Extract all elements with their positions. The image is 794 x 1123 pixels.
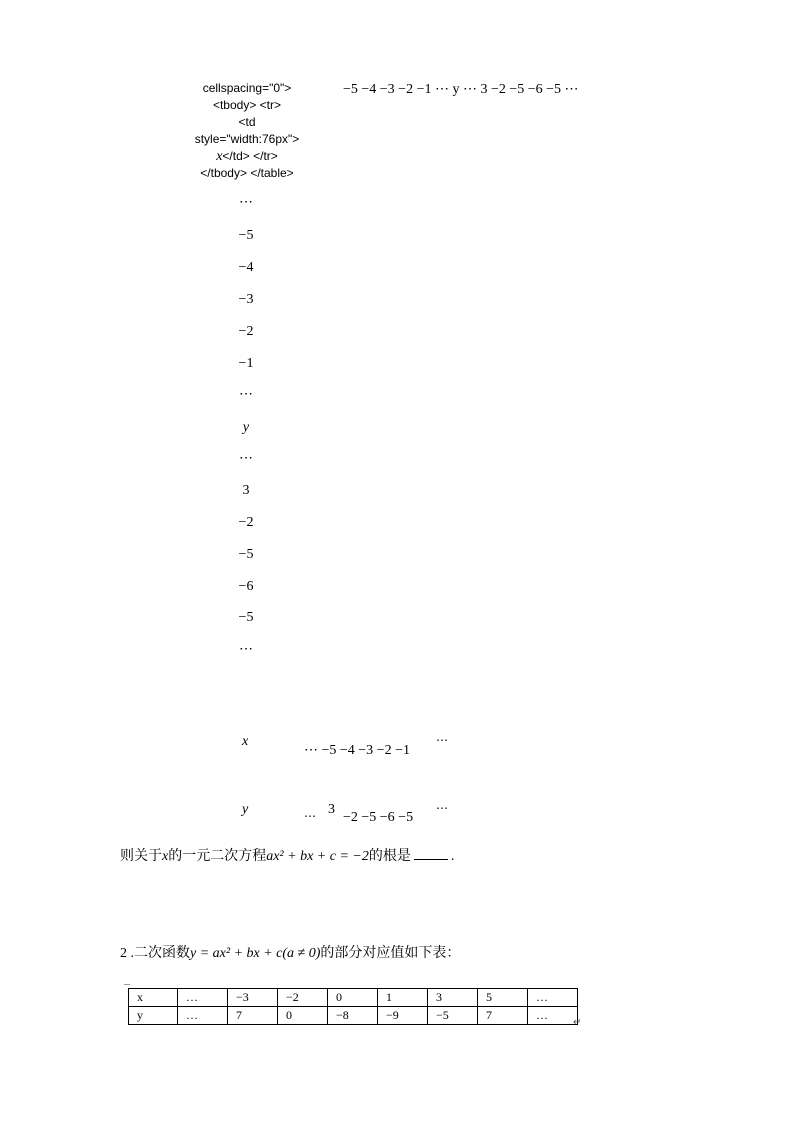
column-value: −5 bbox=[238, 547, 254, 562]
column-value: −6 bbox=[238, 579, 254, 594]
table-row-x bbox=[129, 989, 578, 1007]
table-cell: 5 bbox=[478, 989, 528, 1007]
y-row-leading-ellipsis: ⋯ bbox=[304, 809, 316, 823]
y-row-ellipsis: ⋯ bbox=[436, 801, 448, 815]
column-value: −2 bbox=[238, 515, 254, 530]
question-1-suffix: 的根是 bbox=[368, 849, 411, 864]
column-value: ⋯ bbox=[239, 451, 253, 466]
table-cell: −2 bbox=[278, 989, 328, 1007]
question-1 bbox=[120, 845, 454, 865]
markup-line: </tbody> </table> bbox=[200, 166, 294, 180]
answer-blank[interactable] bbox=[414, 847, 448, 860]
top-value-line: −5 −4 −3 −2 −1 ⋯ y ⋯ 3 −2 −5 −6 −5 ⋯ bbox=[343, 82, 579, 97]
question-1-prefix: 则关于 bbox=[120, 849, 162, 864]
table-cell: −5 bbox=[428, 1007, 478, 1025]
markup-line: <tbody> <tr> bbox=[212, 98, 282, 112]
table-cell-label: x bbox=[129, 989, 178, 1007]
column-value: −2 bbox=[238, 324, 254, 339]
column-value: −1 bbox=[238, 356, 254, 371]
y-row-values: −2 −5 −6 −5 bbox=[343, 810, 414, 825]
table-cell: 3 bbox=[428, 989, 478, 1007]
question-2-suffix: 的部分对应值如下表： bbox=[320, 946, 461, 961]
column-value: −4 bbox=[238, 260, 254, 275]
column-value: ⋯ bbox=[239, 195, 253, 210]
question-1-end: . bbox=[450, 849, 455, 864]
table-cell: 0 bbox=[278, 1007, 328, 1025]
column-value: ⋯ bbox=[239, 642, 253, 657]
markup-line: <td bbox=[238, 115, 256, 129]
table-corner-mark bbox=[124, 984, 130, 985]
table-cell: 7 bbox=[228, 1007, 278, 1025]
value-table bbox=[128, 988, 578, 1025]
question-2-equation: y = ax² + bx + c(a ≠ 0) bbox=[190, 946, 321, 961]
markup-line: cellspacing="0"> bbox=[202, 81, 292, 95]
table-cell: … bbox=[178, 1007, 228, 1025]
raw-markup-block bbox=[180, 80, 314, 182]
x-row-values: ⋯ −5 −4 −3 −2 −1 bbox=[304, 743, 410, 758]
table-cell: 7 bbox=[478, 1007, 528, 1025]
table-row-y bbox=[129, 1007, 578, 1025]
y-row-value-3: 3 bbox=[328, 802, 335, 817]
table-cell: −3 bbox=[228, 989, 278, 1007]
table-cell: … bbox=[528, 1007, 578, 1025]
markup-line-with-x bbox=[180, 148, 314, 165]
column-value: 3 bbox=[242, 483, 250, 498]
y-row-label: y bbox=[242, 802, 249, 817]
table-cell: … bbox=[528, 989, 578, 1007]
column-value: −5 bbox=[238, 228, 254, 243]
column-value: ⋯ bbox=[239, 387, 253, 402]
table-cell: −9 bbox=[378, 1007, 428, 1025]
question-2-prefix: 二次函数 bbox=[134, 946, 190, 961]
table-cell: 1 bbox=[378, 989, 428, 1007]
question-1-variable: x bbox=[162, 849, 169, 864]
markup-line: </td> </tr> bbox=[222, 149, 278, 163]
x-row-label: x bbox=[242, 734, 249, 749]
table-cell-label: y bbox=[129, 1007, 178, 1025]
question-2: 2 .二次函数y = ax² + bx + c(a ≠ 0)的部分对应值如下表： bbox=[120, 946, 461, 961]
table-cell: −8 bbox=[328, 1007, 378, 1025]
question-1-equation: ax² + bx + c = −2 bbox=[266, 849, 369, 864]
x-symbol: x bbox=[216, 149, 223, 164]
paragraph-mark: ↵ bbox=[573, 1017, 582, 1028]
question-2-number: 2 bbox=[120, 946, 127, 961]
column-value: −5 bbox=[238, 610, 254, 625]
table-cell: … bbox=[178, 989, 228, 1007]
x-row-ellipsis: ⋯ bbox=[436, 733, 448, 747]
table-cell: 0 bbox=[328, 989, 378, 1007]
question-1-middle: 的一元二次方程 bbox=[168, 849, 267, 864]
column-value: −3 bbox=[238, 292, 254, 307]
markup-line: style="width:76px"> bbox=[194, 132, 300, 146]
column-value: y bbox=[242, 420, 250, 435]
